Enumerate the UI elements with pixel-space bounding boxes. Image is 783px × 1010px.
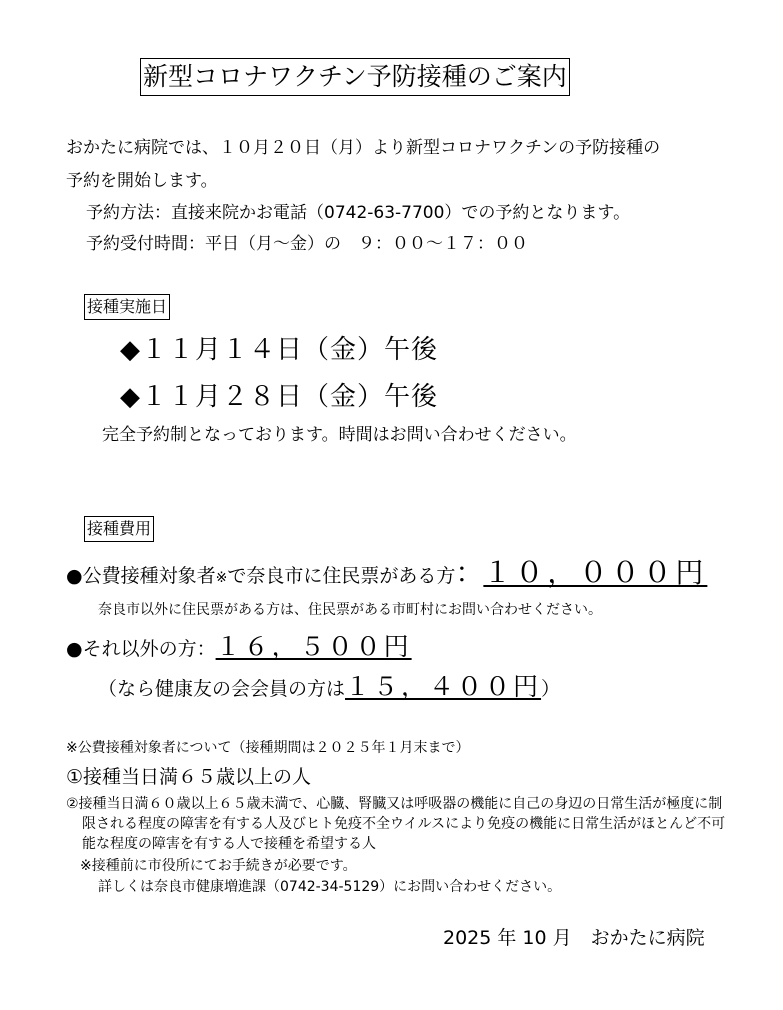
reservation-method: 予約方法：直接来院かお電話（0742-63-7700）での予約となります。 <box>86 203 631 223</box>
fee-public-price: １０，０００円 <box>483 556 708 589</box>
fee-public-label-suffix: で奈良市に住民票がある方 <box>227 565 456 587</box>
intro-line-2: 予約を開始します。 <box>66 171 218 191</box>
fee-public-line <box>66 556 707 595</box>
fee-other-price: １６，５００円 <box>215 632 412 661</box>
fee-public-colon: ： <box>455 556 484 589</box>
fee-public-label: ●公費接種対象者 <box>66 565 216 587</box>
schedule-heading: 接種実施日 <box>84 294 170 320</box>
fee-public-note: 奈良市以外に住民票がある方は、住民票がある市町村にお問い合わせください。 <box>98 602 602 618</box>
fees-heading: 接種費用 <box>84 516 154 542</box>
reservation-hours: 予約受付時間：平日（月～金）の ９：００～１７：００ <box>86 234 528 254</box>
schedule-date-2: ◆１１月２８日（金）午後 <box>120 382 438 412</box>
fee-other-label: ●それ以外の方： <box>66 638 216 660</box>
eligibility-condition-2: ②接種当日満６０歳以上６５歳未満で、心臓、腎臓又は呼吸器の機能に自己の身辺の日常生活が極度に制限される程度の障害を有する人及びヒト免疫不全ウイルスにより免疫の機能に日常生活がほとんど不可能な程度の障害を有する人で接種を希望する人 <box>66 796 726 852</box>
fee-public-mark: ※ <box>215 570 228 586</box>
fee-member-line <box>98 670 560 706</box>
schedule-date-1: ◆１１月１４日（金）午後 <box>120 335 438 365</box>
eligibility-condition-2-block <box>66 794 726 854</box>
reservation-note: 完全予約制となっております。時間はお問い合わせください。 <box>102 425 577 445</box>
fee-member-prefix: （なら健康友の会会員の方は <box>98 678 346 700</box>
eligibility-condition-1: ①接種当日満６５歳以上の人 <box>66 766 312 788</box>
intro-line-1: おかたに病院では、１０月２０日（月）より新型コロナワクチンの予防接種の <box>66 138 661 158</box>
fee-member-suffix: ） <box>541 678 561 700</box>
eligibility-heading: ※公費接種対象者について（接種期間は２０２５年１月末まで） <box>66 740 470 756</box>
fee-other-line <box>66 630 412 666</box>
eligibility-note-1: ※接種前に市役所にてお手続きが必要です。 <box>80 858 357 874</box>
eligibility-notes <box>80 856 561 898</box>
fee-member-price: １５，４００円 <box>345 672 542 701</box>
page-title: 新型コロナワクチン予防接種のご案内 <box>140 58 570 96</box>
eligibility-note-2: 詳しくは奈良市健康増進課（0742-34-5129）にお問い合わせください。 <box>98 879 562 895</box>
footer-date-clinic: 2025 年 10 月 おかたに病院 <box>443 927 705 949</box>
